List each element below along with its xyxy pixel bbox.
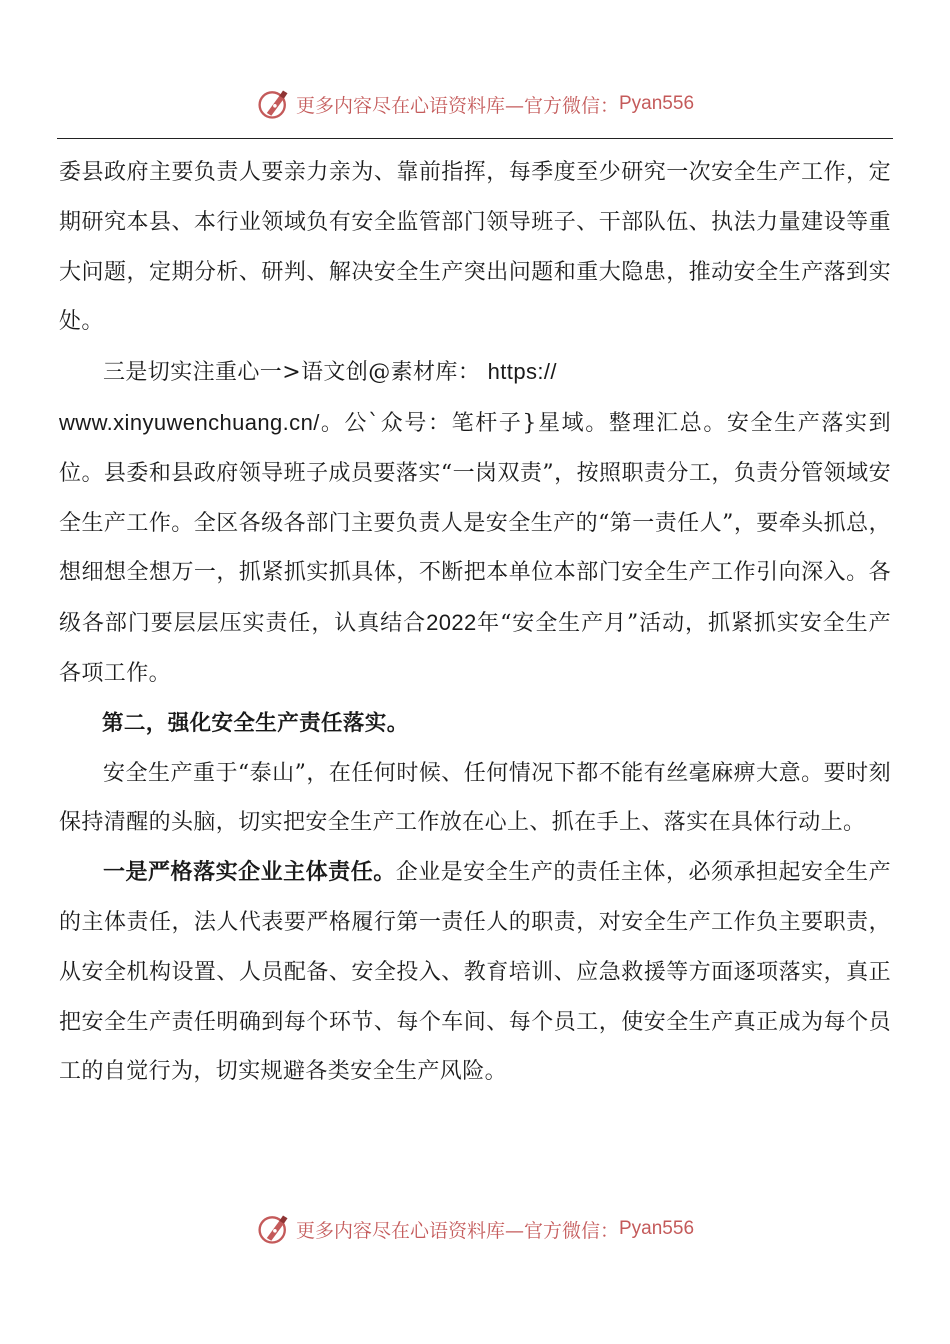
paragraph-2-url-part-1: https://: [487, 359, 557, 385]
paragraph-1: 委县政府主要负责人要亲力亲为、靠前指挥，每季度至少研究一次安全生产工作，定期研究本县、本行业领域负有安全监管部门领导班子、干部队伍、执法力量建设等重大问题，定期分析、研判、解决安全生产突出问题和重大隐患，推动安全生产落到实处。: [59, 160, 891, 335]
footer-banner-id: Pyan556: [619, 1218, 695, 1239]
pen-nib-circle-icon: [256, 1211, 292, 1247]
section-heading-2: 第二，强化安全生产责任落实。: [102, 710, 409, 736]
paragraph-3: 安全生产重于“泰山”，在任何时候、任何情况下都不能有丝毫麻痹大意。要时刻保持清醒的头脑，切实把安全生产工作放在心上、抓在手上、落实在具体行动上。: [59, 760, 891, 836]
header-banner-text: 更多内容尽在心语资料库—官方微信：: [295, 94, 619, 117]
paragraph-4-lead: 一是严格落实企业主体责任。: [103, 860, 396, 886]
header-divider: [57, 138, 893, 139]
paragraph-2-url-part-2: www.xinyuwenchuang.cn/: [59, 409, 320, 435]
pen-nib-circle-icon: [256, 86, 292, 122]
paragraph-4: [59, 848, 891, 1097]
paragraph-2-text-a: 。公`众号：笔杆子}星域。整理汇总。安全生产落实到位。县委和县政府领导班子成员要落实“一岗双责”，按照职责分工，负责分管领域安全生产工作。全区各级各部门主要负责人是安全生产的“第一责任人”，要牵头抓总，想细想全想万一，抓紧抓实抓具体，不断把本单位本部门安全生产工作引向深入。各级各部门要层层压实责任，认真结合: [59, 410, 891, 637]
header-banner-id: Pyan556: [619, 93, 695, 114]
paragraph-2-line-1: [59, 347, 891, 398]
paragraph-2-lead-text: 三是切实注重心一>语文创@素材库：: [103, 360, 481, 386]
paragraph-4-body: 企业是安全生产的责任主体，必须承担起安全生产的主体责任，法人代表要严格履行第一责任人的职责，对安全生产工作负主要职责，从安全机构设置、人员配备、安全投入、教育培训、应急救援等方面逐项落实，真正把安全生产责任明确到每个环节、每个车间、每个员工，使安全生产真正成为每个员工的自觉行为，切实规避各类安全生产风险。: [59, 860, 891, 1085]
paragraph-2-text-b: 年“安全生产月”活动，抓紧抓实安全生产各项工作。: [59, 611, 891, 686]
document-body: [59, 148, 891, 1097]
paragraph-2-body: [59, 398, 891, 699]
paragraph-2-year: 2022: [426, 610, 477, 636]
footer-banner: [0, 1209, 950, 1249]
header-banner: [0, 84, 950, 124]
footer-banner-text: 更多内容尽在心语资料库—官方微信：: [295, 1219, 619, 1242]
